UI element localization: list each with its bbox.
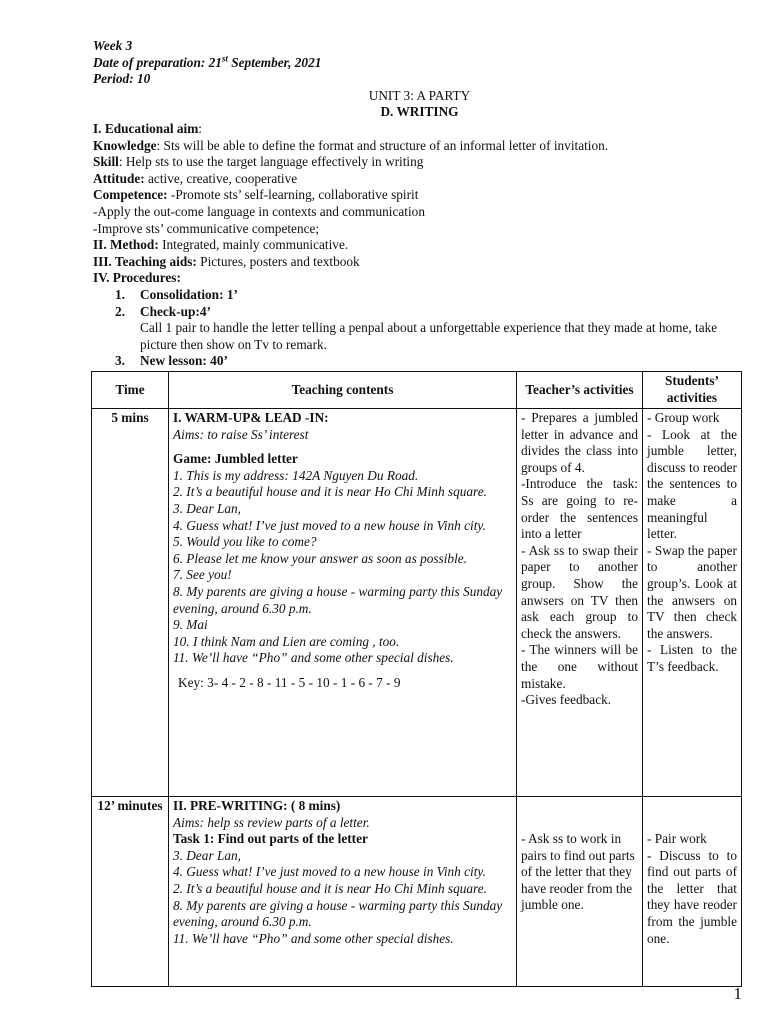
game-title: Game: Jumbled letter — [173, 451, 298, 467]
warmup-title: I. WARM-UP& LEAD -IN: — [173, 410, 329, 425]
task1-title: Task 1: Find out parts of the letter — [173, 831, 368, 847]
student-activity-pair-2: - Discuss to to find out parts of the letter that they have reoder from the jumble one. — [647, 847, 737, 946]
competence-line: Competence: -Promote sts’ self-learning, collaborative spirit — [93, 187, 419, 203]
teacher-activity-3: - Ask ss to swap their paper to another group. Show the anwsers on TV then ask each group to check the answers. — [521, 542, 638, 641]
teacher-activity-5: -Gives feedback. — [521, 692, 612, 708]
spacer — [173, 443, 512, 451]
page-number: 1 — [733, 984, 742, 1003]
procedure-item-1: 1. Consolidation: 1’ — [115, 286, 238, 302]
procedures-heading: IV. Procedures: — [93, 270, 181, 286]
header-students-activities: Students’ activities — [643, 372, 742, 409]
procedure-item-3: 3. New lesson: 40’ — [115, 353, 228, 369]
student-activity-4: - Listen to the T’s feedback. — [647, 642, 737, 674]
table-row — [92, 409, 742, 797]
jumbled-line-2: 2. It’s a beautiful house and it is near Ho Chi Minh square. — [173, 484, 487, 500]
student-activity-1: - Group work — [647, 410, 720, 425]
jumbled-line-6: 6. Please let me know your answer as soon as possible. — [173, 550, 467, 566]
jumbled-line-5: 5. Would you like to come? — [173, 534, 317, 550]
parts-line-4: 8. My parents are giving a house - warming party this Sunday evening, around 6.30 p.m. — [173, 897, 503, 930]
competence-line-2: -Apply the out-come language in contexts and communication — [93, 203, 425, 219]
row2-students-activities — [643, 797, 742, 987]
row1-time: 5 mins — [92, 409, 169, 797]
aims-heading: I. Educational aim: — [93, 120, 202, 136]
table-row — [92, 797, 742, 987]
attitude-line: Attitude: active, creative, cooperative — [93, 170, 298, 186]
knowledge-line: Knowledge: Sts will be able to define the format and structure of an informal letter of invitation. — [93, 137, 609, 153]
row2-time: 12’ minutes — [92, 797, 169, 987]
answer-key: Key: 3- 4 - 2 - 8 - 11 - 5 - 10 - 1 - 6 - 7 - 9 — [178, 674, 401, 690]
preparation-date: Date of preparation: 21st September, 2021 — [93, 53, 322, 70]
lesson-plan-page — [93, 38, 741, 370]
warmup-aims: Aims: to raise Ss’ interest — [173, 426, 309, 442]
method-line: II. Method: Integrated, mainly communicative. — [93, 237, 349, 253]
skill-line: Skill: Help sts to use the target language effectively in writing — [93, 154, 424, 170]
header-teaching-contents: Teaching contents — [169, 372, 517, 409]
period-label: Period: 10 — [93, 71, 151, 87]
jumbled-line-9: 9. Mai — [173, 617, 208, 633]
header-time: Time — [92, 372, 169, 409]
student-activity-pair-1: - Pair work — [647, 831, 707, 846]
jumbled-line-11: 11. We’ll have “Pho” and some other special dishes. — [173, 650, 454, 666]
prewriting-title: II. PRE-WRITING: ( 8 mins) — [173, 798, 341, 813]
week-label: Week 3 — [93, 38, 133, 53]
teacher-activity-4: - The winners will be the one without mistake. — [521, 642, 638, 691]
jumbled-line-4: 4. Guess what! I’ve just moved to a new house in Vinh city. — [173, 517, 486, 533]
parts-line-2: 4. Guess what! I’ve just moved to a new house in Vinh city. — [173, 864, 486, 880]
spacer — [647, 798, 737, 831]
parts-line-5: 11. We’ll have “Pho” and some other special dishes. — [173, 930, 454, 946]
procedure-item-2: 2. Check-up:4’ — [115, 303, 211, 319]
student-activity-2: - Look at the jumble letter, discuss to reoder the sentences to make a meaningful letter. — [647, 426, 737, 542]
table-header-row — [92, 372, 742, 409]
teacher-activity-2: -Introduce the task: Ss are going to re-order the sentences into a letter — [521, 476, 638, 542]
jumbled-line-1: 1. This is my address: 142A Nguyen Du Road. — [173, 467, 419, 483]
procedure-table — [91, 371, 742, 987]
prewriting-aims: Aims: help ss review parts of a letter. — [173, 814, 370, 830]
jumbled-line-3: 3. Dear Lan, — [173, 500, 241, 516]
checkup-description: Call 1 pair to handle the letter telling a penpal about a unforgettable experience that they made at home, take picture then show on Tv to remark. — [140, 320, 718, 352]
jumbled-line-8: 8. My parents are giving a house - warming party this Sunday evening, around 6.30 p.m. — [173, 583, 503, 616]
student-activity-3: - Swap the paper to another group’s. Look at the anwsers on TV then check the answers. — [647, 542, 737, 641]
teacher-activity-1: - Prepares a jumbled letter in advance and divides the class into groups of 4. — [521, 410, 638, 475]
spacer — [521, 798, 638, 831]
row2-contents — [169, 797, 517, 987]
row1-teacher-activities — [517, 409, 643, 797]
spacer — [173, 667, 512, 675]
parts-line-3: 2. It’s a beautiful house and it is near Ho Chi Minh square. — [173, 880, 487, 896]
unit-title: UNIT 3: A PARTY — [368, 87, 471, 103]
competence-line-3: -Improve sts’ communicative competence; — [93, 220, 320, 236]
jumbled-line-10: 10. I think Nam and Lien are coming , too. — [173, 633, 400, 649]
section-title: D. WRITING — [380, 104, 459, 120]
aids-line: III. Teaching aids: Pictures, posters and textbook — [93, 253, 360, 269]
row1-students-activities — [643, 409, 742, 797]
header-teacher-activities: Teacher’s activities — [517, 372, 643, 409]
teacher-activity-pair: - Ask ss to work in pairs to find out parts of the letter that they have reoder from the jumble one. — [521, 831, 635, 913]
row1-contents — [169, 409, 517, 797]
jumbled-line-7: 7. See you! — [173, 567, 232, 583]
parts-line-1: 3. Dear Lan, — [173, 847, 241, 863]
row2-teacher-activities — [517, 797, 643, 987]
